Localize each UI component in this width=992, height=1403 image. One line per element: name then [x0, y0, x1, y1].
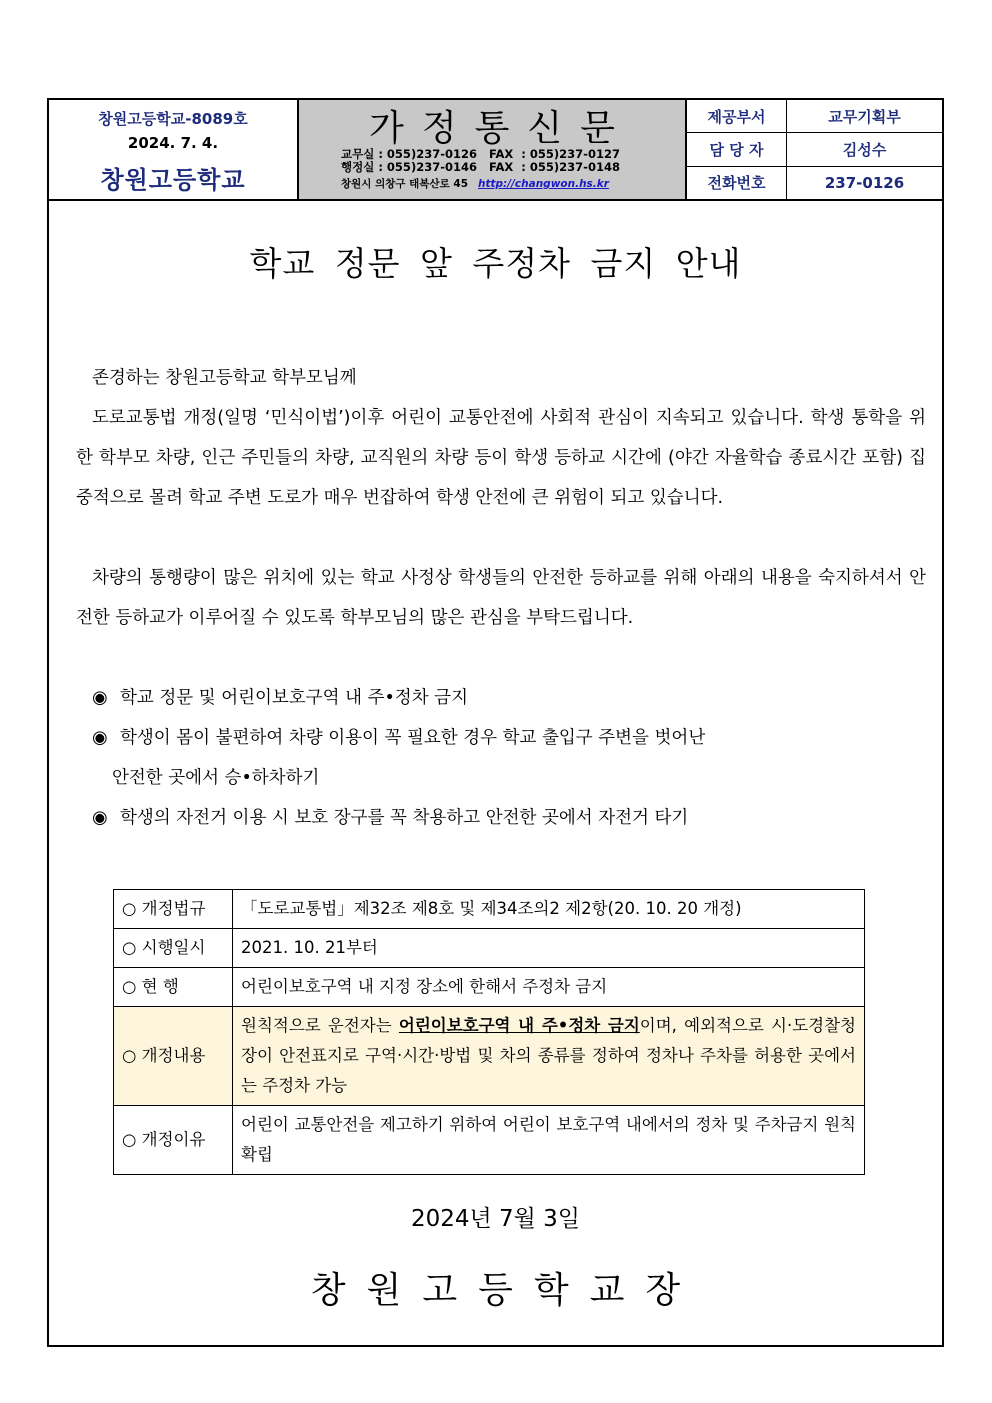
info-row-phone	[687, 166, 942, 199]
summary-value: 어린이보호구역 내 지정 장소에 한해서 주정차 금지	[233, 968, 865, 1007]
summary-row	[114, 1106, 865, 1175]
bullet-continuation: 안전한 곳에서 승•하차하기	[112, 768, 320, 788]
radio-bullet-icon: ◉	[92, 807, 108, 828]
greeting: 존경하는 창원고등학교 학부모님께	[92, 368, 357, 388]
signature-date: 2024년 7월 3일	[410, 1206, 581, 1232]
header-info-block	[687, 100, 942, 199]
info-label: 전화번호	[687, 166, 787, 199]
school-url-link[interactable]: http://changwon.hs.kr	[478, 178, 609, 190]
summary-value: 2021. 10. 21부터	[233, 929, 865, 968]
revision-text-pre: 원칙적으로 운전자는	[241, 1016, 399, 1035]
summary-value: 어린이 교통안전을 제고하기 위하여 어린이 보호구역 내에서의 정차 및 주차금지 원칙 확립	[233, 1106, 865, 1175]
info-row-dept	[687, 100, 942, 133]
revision-text-post: 이며, 예외적으로 시·도경찰청장이 안전표지로 구역·시간·방법 및 차의 종류를 정하여 정차나 주차를 허용한 곳에서는 주정차 가능	[241, 1016, 856, 1095]
summary-value	[233, 1007, 865, 1106]
header-school-block	[49, 100, 299, 199]
info-value: 237-0126	[824, 173, 905, 192]
bullet-text: 학교 정문 및 어린이보호구역 내 주•정차 금지	[120, 688, 468, 708]
school-doc-number: 창원고등학교-8089호	[98, 110, 248, 128]
school-name: 창원고등학교	[100, 166, 246, 194]
header-title-block	[299, 100, 687, 199]
bullet-item	[92, 718, 912, 758]
summary-key: ○ 개정내용	[114, 1007, 233, 1106]
notice-bullets	[92, 678, 912, 838]
summary-key: ○ 개정이유	[114, 1106, 233, 1175]
bullet-text: 학생의 자전거 이용 시 보호 장구를 꼭 착용하고 안전한 곳에서 자전거 타기	[120, 808, 689, 828]
summary-value: 「도로교통법」제32조 제8호 및 제34조의2 제2항(20. 10. 20 개정)	[233, 890, 865, 929]
info-label: 제공부서	[687, 100, 787, 133]
summary-key: ○ 시행일시	[114, 929, 233, 968]
summary-key: ○ 개정법규	[114, 890, 233, 929]
info-table	[687, 100, 942, 199]
header	[49, 100, 942, 201]
bullet-item	[92, 678, 912, 718]
issue-date: 2024. 7. 4.	[127, 134, 219, 152]
summary-key: ○ 현 행	[114, 968, 233, 1007]
contact-line-admin: 행정실 : 055)237-0146 FAX : 055)237-0148	[341, 160, 620, 174]
document-title: 학교 정문 앞 주정차 금지 안내	[249, 244, 742, 283]
contact-line-office: 교무실 : 055)237-0126 FAX : 055)237-0127	[341, 147, 620, 161]
newsletter-title: 가정통신문	[369, 108, 633, 149]
summary-row-highlight	[114, 1007, 865, 1106]
notice-frame	[47, 98, 944, 1347]
info-value: 김성수	[787, 133, 943, 167]
info-row-manager	[687, 133, 942, 167]
summary-row	[114, 890, 865, 929]
address-text: 창원시 의창구 태복산로 45	[341, 178, 469, 190]
radio-bullet-icon: ◉	[92, 727, 108, 748]
law-summary-table	[113, 889, 865, 1175]
principal-signature: 창원고등학교장	[310, 1270, 702, 1311]
bullet-text: 학생이 몸이 불편하여 차량 이용이 꼭 필요한 경우 학교 출입구 주변을 벗어난	[120, 728, 706, 748]
revision-emphasis: 어린이보호구역 내 주•정차 금지	[398, 1016, 640, 1035]
radio-bullet-icon: ◉	[92, 687, 108, 708]
summary-row	[114, 929, 865, 968]
info-label: 담 당 자	[687, 133, 787, 167]
summary-row	[114, 968, 865, 1007]
school-address	[341, 176, 609, 191]
body-paragraph: 도로교통법 개정(일명 ‘민식이법’)이후 어린이 교통안전에 사회적 관심이 지속되고 있습니다. 학생 통학을 위한 학부모 차량, 인근 주민들의 차량, 교직원의 차량 등이 학생 등하교 시간에 (야간 자율학습 종료시간 포함) 집중적으로 몰려 학교 주변 도로가 매우 번잡하여 학생 안전에 큰 위험이 되고 있습니다.	[76, 408, 926, 508]
info-value: 교무기획부	[787, 100, 943, 133]
bullet-item	[92, 798, 912, 838]
body-paragraph: 차량의 통행량이 많은 위치에 있는 학교 사정상 학생들의 안전한 등하교를 위해 아래의 내용을 숙지하셔서 안전한 등하교가 이루어질 수 있도록 학부모님의 많은 관심을 부탁드립니다.	[76, 568, 926, 628]
